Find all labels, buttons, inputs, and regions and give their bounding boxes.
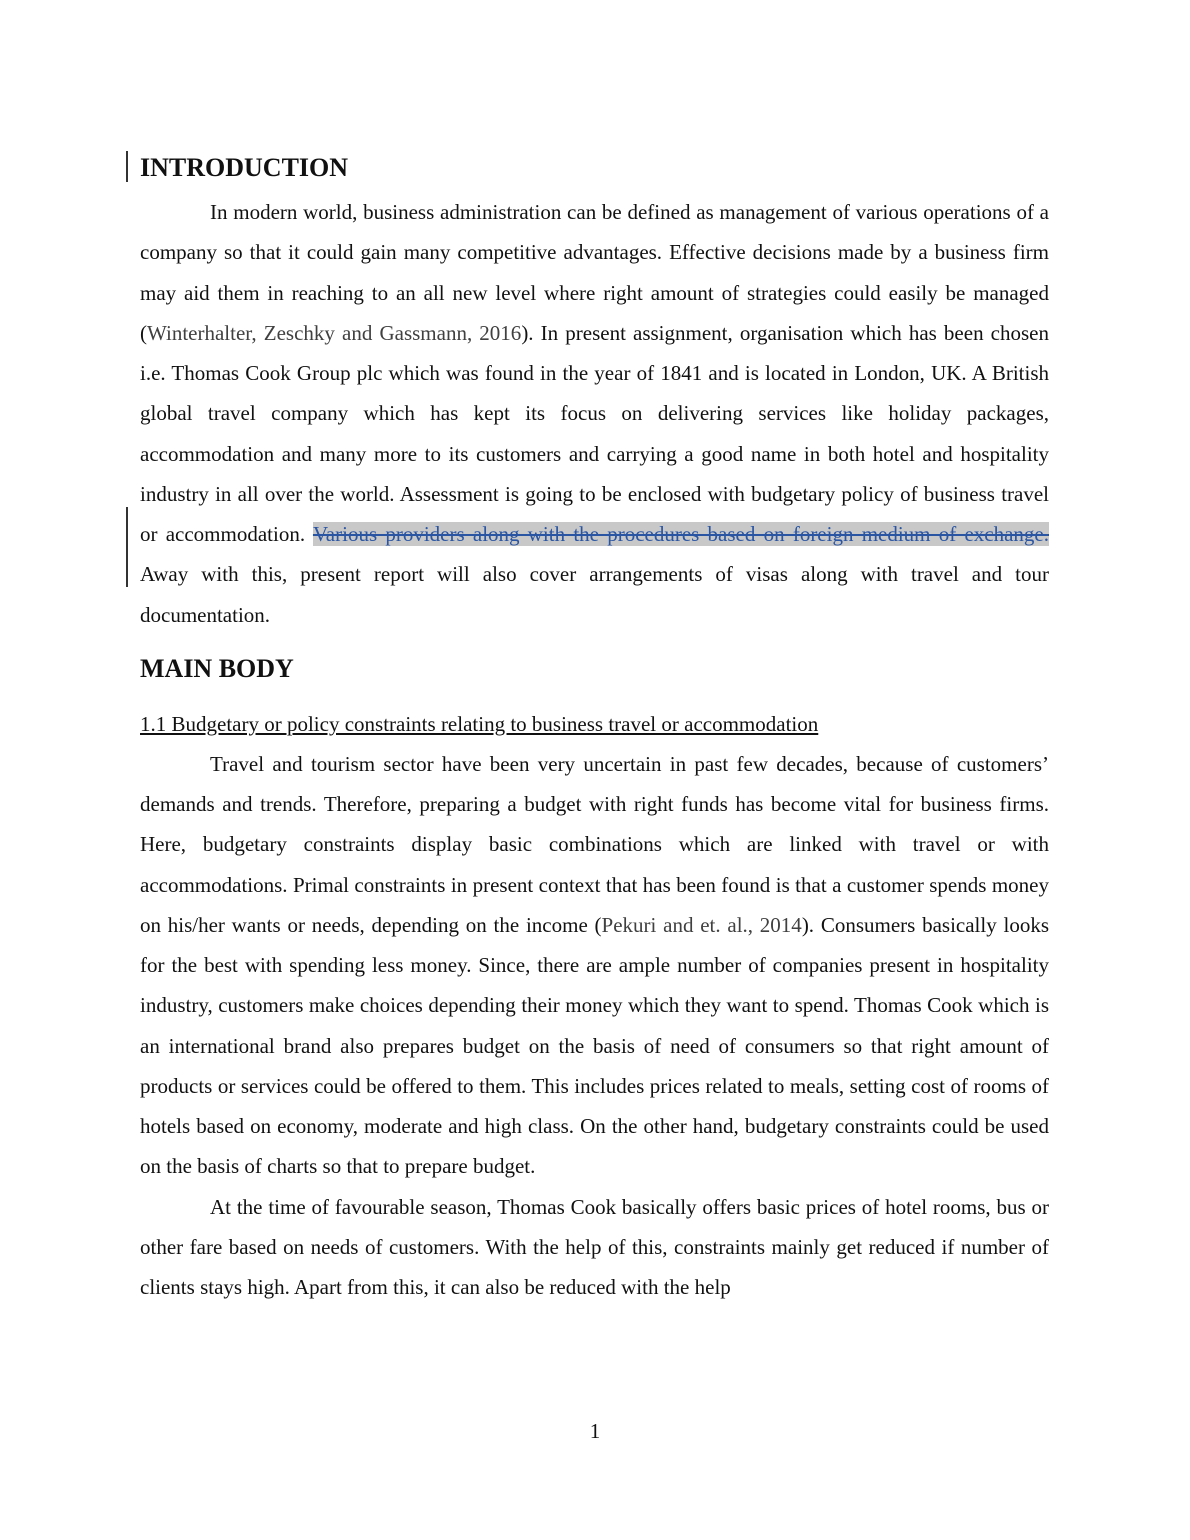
change-bar-heading (126, 151, 128, 182)
section-1-1-paragraph-1[interactable] (140, 744, 1049, 1187)
intro-heading: INTRODUCTION (140, 153, 349, 182)
change-bar-deletion (126, 507, 128, 587)
section-1-1-title: 1.1 Budgetary or policy constraints relating to business travel or accommodation (140, 711, 819, 736)
intro-paragraph[interactable] (140, 192, 1049, 635)
intro-text-3: Away with this, present report will also cover arrangements of visas along with travel and tour documentation. (140, 562, 1049, 627)
intro-text-1: In modern world, business administration can be defined as management of various operations of a company so that it could gain many competitive advantages. Effective decisions made by a business firm may aid them in reaching to an all new level where right amount of strategies could easily be managed ( (140, 200, 1049, 345)
intro-text-2: ). In present assignment, organisation which has been chosen i.e. Thomas Cook Group plc which was found in the year of 1841 and is located in London, UK. A British global travel company which has kept its focus on delivering services like holiday packages, accommodation and many more to its customers and carrying a good name in both hotel and hospitality industry in all over the world. Assessment is going to be enclosed with budgetary policy of business travel or accommodation. (140, 320, 1049, 546)
para2-text-2: ). Consumers basically looks for the best with spending less money. Since, there are ample number of companies present in hospitality industry, customers make choices depending their money which they want to spend. Thomas Cook which is an international brand also prepares budget on the basis of need of consumers so that right amount of products or services could be offered to them. This includes prices related to meals, setting cost of rooms of hotels based on economy, moderate and high class. On the other hand, budgetary constraints could be used on the basis of charts so that to prepare budget. (140, 912, 1049, 1179)
document-body[interactable] (140, 148, 1049, 1307)
tracked-deletion[interactable]: Various providers along with the procedures based on foreign medium of exchange. (312, 522, 1049, 546)
para2-text-1: Travel and tourism sector have been very uncertain in past few decades, because of customers’ demands and trends. Therefore, preparing a budget with right funds has become vital for business firms. Here, budgetary constraints display basic combinations which are linked with travel or with accommodations. Primal constraints in present context that has been found is that a customer spends money on his/her wants or needs, depending on the income ( (140, 751, 1049, 937)
intro-citation: Winterhalter, Zeschky and Gassmann, 2016 (147, 320, 522, 345)
main-body-heading: MAIN BODY (140, 653, 294, 683)
section-1-1-paragraph-2[interactable]: At the time of favourable season, Thomas Cook basically offers basic prices of hotel rooms, bus or other fare based on needs of customers. With the help of this, constraints mainly get reduced if number of clients stays high. Apart from this, it can also be reduced with the help (140, 1194, 1049, 1299)
page-number: 1 (589, 1419, 601, 1443)
para2-citation: Pekuri and et. al., 2014 (601, 912, 802, 937)
